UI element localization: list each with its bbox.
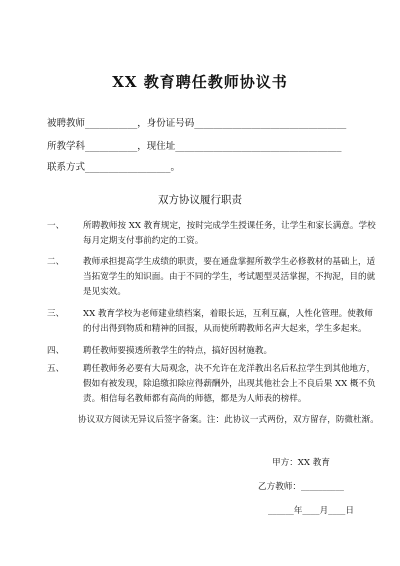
subject-address-line: 所教学科___________，现住址___________________________________ bbox=[47, 141, 342, 152]
section-title: 双方协议履行职责 bbox=[158, 194, 242, 206]
clause-text: 聘任教师务必要有大局观念，决不允许在龙洋教出名后私拉学生到其他地方，假如有被发现，除追缴扣除应得薪酬外，出现其他社会上不良后果 XX 概不负责。相信每名教师都有高尚的师德，都是为人师表的榜样。 bbox=[83, 364, 376, 404]
closing-note: 协议双方阅读无异议后签字备案。注：此协议一式两份，双方留存，防微杜渐。 bbox=[78, 415, 379, 425]
clause-number: 五、 bbox=[47, 364, 65, 374]
contact-line: 联系方式__________________。 bbox=[47, 162, 181, 173]
document-title: XX 教育聘任教师协议书 bbox=[112, 73, 288, 91]
clause-text: 聘任教师要摸透所教学生的特点，搞好因材施教。 bbox=[83, 346, 273, 356]
clause-number: 四、 bbox=[47, 346, 65, 356]
clause-number: 三、 bbox=[47, 309, 65, 319]
clause-number: 二、 bbox=[47, 257, 65, 267]
teacher-id-line: 被聘教师___________，身份证号码________________________________ bbox=[47, 118, 347, 129]
clause-text: 所聘教师按 XX 教育规定，按时完成学生授课任务，让学生和家长满意。学校每月定期支付事前约定的工资。 bbox=[83, 221, 376, 246]
clause-text: 教师承担提高学生成绩的职责，要在通盘掌握所教学生必修教材的基础上，适当拓宽学生的知识面。由于不同的学生，考试题型灵活掌握，不拘泥，目的就是见实效。 bbox=[83, 257, 376, 297]
party-b-signature: 乙方教师：__________ bbox=[258, 482, 344, 492]
party-a-signature: 甲方：XX 教育 bbox=[272, 458, 330, 468]
signing-date: ______年____月____日 bbox=[268, 506, 354, 516]
clause-number: 一、 bbox=[47, 221, 65, 231]
clause-text: XX 教育学校为老师建业绩档案，着眼长远，互利互赢，人性化管理。使教师的付出得到物质和精神的回报，从而使所聘教师名声大起来，学生多起来。 bbox=[83, 309, 373, 334]
